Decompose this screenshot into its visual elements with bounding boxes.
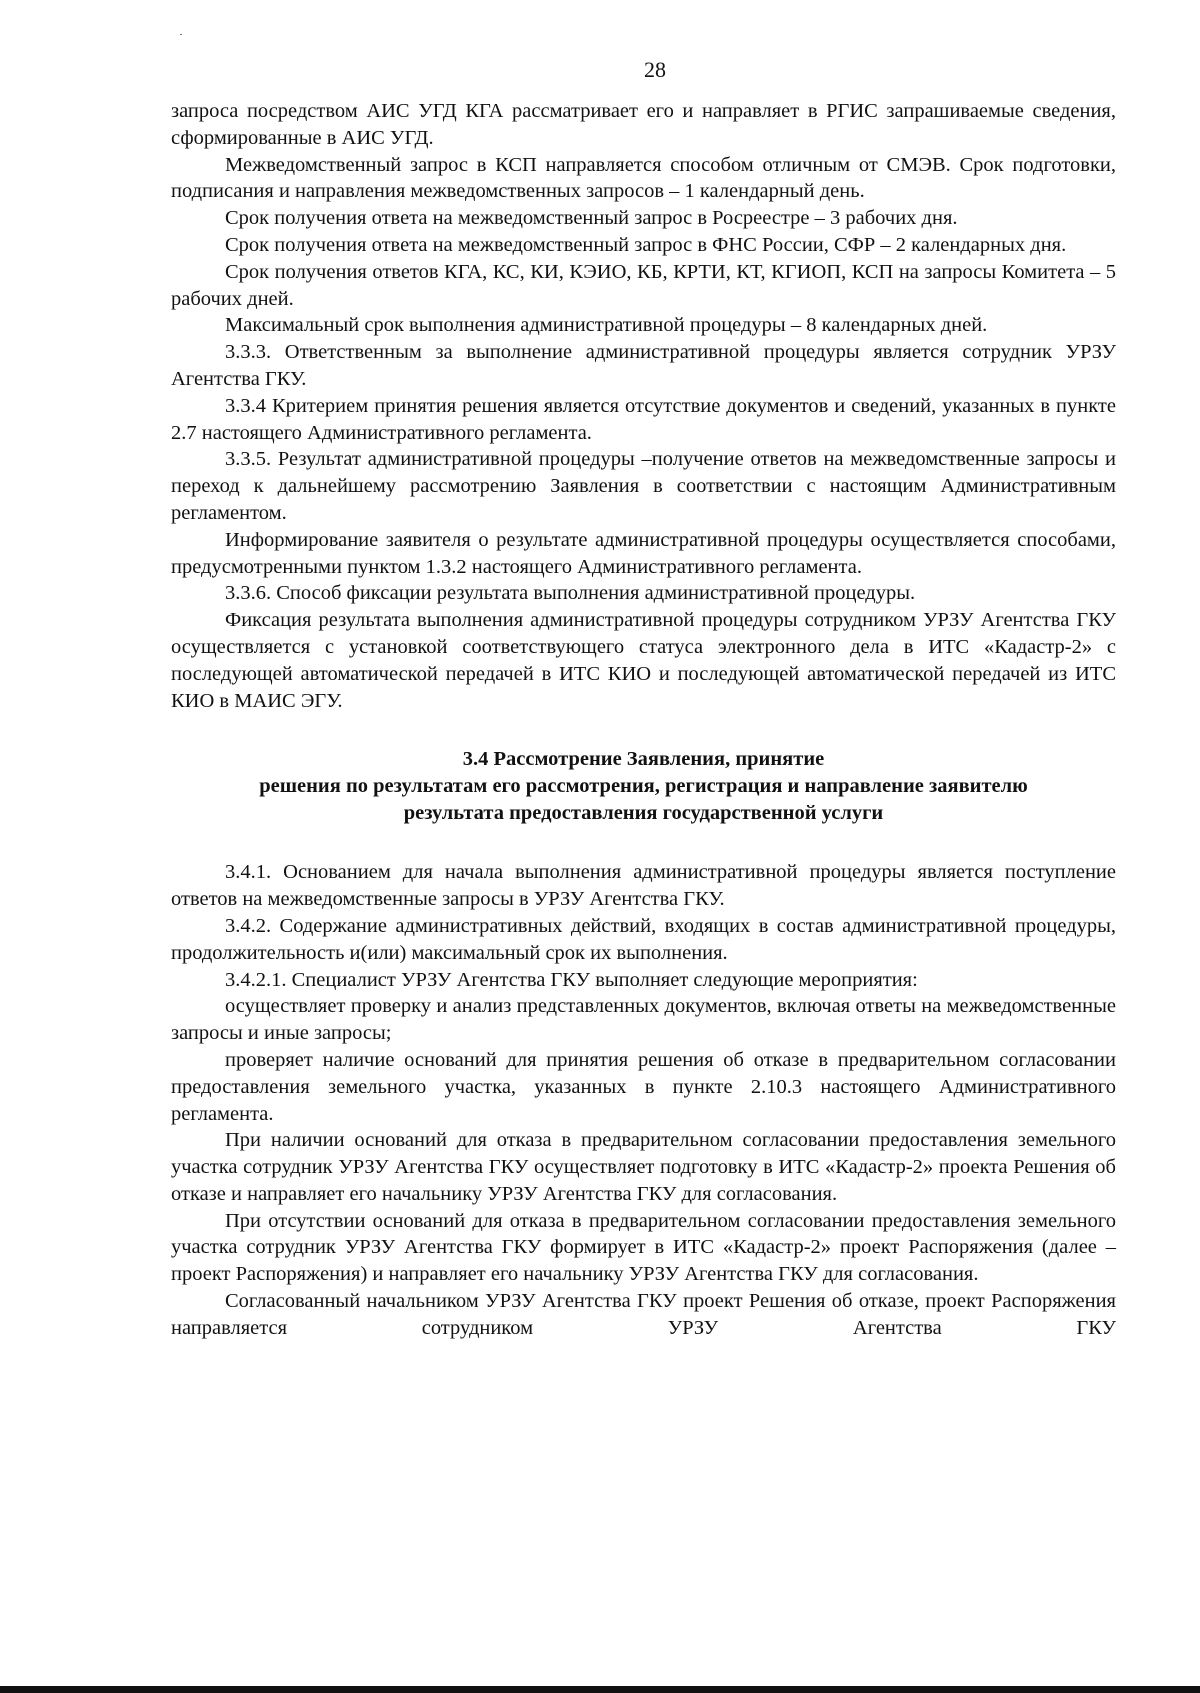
paragraph: Фиксация результата выполнения административной процедуры сотрудником УРЗУ Агентства ГКУ осуществляется с установкой соответствующего статуса электронного дела в ИТС «Кадастр-2» с последующей автоматической передачей в ИТС КИО и последующей автоматической передачей из ИТС КИО в МАИС ЭГУ.	[171, 609, 1116, 712]
paragraph: 3.3.5. Результат административной процедуры –получение ответов на межведомственные запросы и переход к дальнейшему рассмотрению Заявления в соответствии с настоящим Административным регламентом.	[171, 448, 1116, 524]
paragraph: 3.3.3. Ответственным за выполнение административной процедуры является сотрудник УРЗУ Агентства ГКУ.	[171, 341, 1116, 390]
paragraph: 3.3.4 Критерием принятия решения является отсутствие документов и сведений, указанных в пункте 2.7 настоящего Административного регламента.	[171, 394, 1116, 444]
paragraph: Срок получения ответов КГА, КС, КИ, КЭИО, КБ, КРТИ, КТ, КГИОП, КСП на запросы Комитета – 5 рабочих дней.	[171, 260, 1116, 310]
paragraph: 3.3.6. Способ фиксации результата выполнения административной процедуры.	[225, 582, 916, 605]
paragraph: осуществляет проверку и анализ представленных документов, включая ответы на межведомственные запросы и иные запросы;	[171, 995, 1116, 1045]
paragraph: проверяет наличие оснований для принятия решения об отказе в предварительном согласовании предоставления земельного участка, указанных в пункте 2.10.3 настоящего Административного регламента.	[171, 1048, 1116, 1125]
section-heading-line: решения по результатам его рассмотрения, регистрация и направление заявителю	[259, 775, 1028, 798]
page-number: 28	[644, 57, 666, 82]
section-heading-line: 3.4 Рассмотрение Заявления, принятие	[462, 748, 825, 771]
paragraph: Срок получения ответа на межведомственный запрос в Росреестре – 3 рабочих дня.	[225, 207, 958, 230]
paragraph: Информирование заявителя о результате административной процедуры осуществляется способами, предусмотренными пунктом 1.3.2 настоящего Административного регламента.	[171, 528, 1116, 578]
paragraph: Максимальный срок выполнения административной процедуры – 8 календарных дней.	[225, 314, 988, 337]
section-heading	[171, 746, 1116, 827]
paragraph: запроса посредством АИС УГД КГА рассматривает его и направляет в РГИС запрашиваемые сведения, сформированные в АИС УГД.	[171, 100, 1116, 149]
paragraph: При отсутствии оснований для отказа в предварительном согласовании предоставления земельного участка сотрудник УРЗУ Агентства ГКУ формирует в ИТС «Кадастр-2» проект Распоряжения (далее – проект Распоряжения) и направляет его начальнику УРЗУ Агентства ГКУ для согласования.	[171, 1209, 1116, 1286]
paragraph: 3.4.2.1. Специалист УРЗУ Агентства ГКУ выполняет следующие мероприятия:	[225, 968, 918, 991]
scan-speck	[180, 34, 182, 35]
paragraph: При наличии оснований для отказа в предварительном согласовании предоставления земельного участка сотрудник УРЗУ Агентства ГКУ осуществляет подготовку в ИТС «Кадастр-2» проекта Решения об отказе и направляет его начальнику УРЗУ Агентства ГКУ для согласования.	[171, 1129, 1116, 1205]
section-heading-line: результата предоставления государственной услуги	[403, 802, 884, 825]
scan-bottom-edge	[0, 1686, 1200, 1693]
paragraph: Согласованный начальником УРЗУ Агентства ГКУ проект Решения об отказе, проект Распоряжения направляется сотрудником УРЗУ Агентства ГКУ	[171, 1290, 1116, 1339]
paragraph: Межведомственный запрос в КСП направляется способом отличным от СМЭВ. Срок подготовки, подписания и направления межведомственных запросов – 1 календарный день.	[171, 153, 1116, 203]
paragraph: 3.4.1. Основанием для начала выполнения административной процедуры является поступление ответов на межведомственные запросы в УРЗУ Агентства ГКУ.	[171, 861, 1116, 911]
paragraph: 3.4.2. Содержание административных действий, входящих в состав административной процедуры, продолжительность и(или) максимальный срок их выполнения.	[171, 914, 1116, 964]
document-body	[171, 98, 1116, 1342]
paragraph: Срок получения ответа на межведомственный запрос в ФНС России, СФР – 2 календарных дня.	[225, 233, 1067, 256]
